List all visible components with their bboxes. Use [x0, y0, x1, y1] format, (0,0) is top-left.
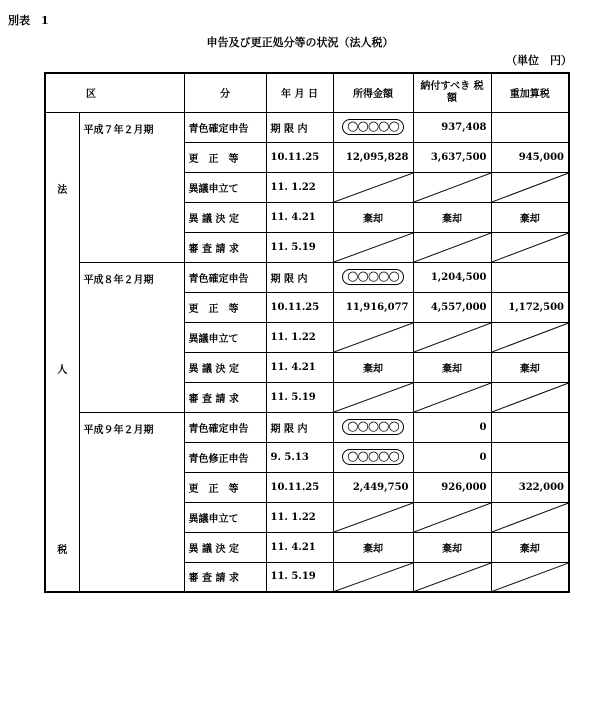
slash-line [414, 233, 491, 262]
header-date: 年 月 日 [266, 73, 333, 112]
header-income: 所得金額 [333, 73, 413, 112]
income-cell [333, 382, 413, 412]
penalty-cell: 棄却 [491, 352, 569, 382]
income-cell [333, 172, 413, 202]
procedure-cell: 異 議 決 定 [184, 202, 266, 232]
tax-cell: 棄却 [413, 202, 491, 232]
date-cell: 期 限 内 [266, 412, 333, 442]
date-cell: 11. 1.22 [266, 502, 333, 532]
tax-cell [413, 172, 491, 202]
procedure-cell: 審 査 請 求 [184, 562, 266, 592]
penalty-cell [491, 172, 569, 202]
penalty-cell [491, 442, 569, 472]
tax-cell: 1,204,500 [413, 262, 491, 292]
income-cell: 12,095,828 [333, 142, 413, 172]
date-cell: 10.11.25 [266, 142, 333, 172]
income-cell [333, 442, 413, 472]
date-cell: 11. 4.21 [266, 352, 333, 382]
procedure-cell: 異 議 決 定 [184, 532, 266, 562]
date-cell: 11. 5.19 [266, 382, 333, 412]
masked-income-value: ○○○○○ [342, 269, 404, 285]
tax-cell [413, 382, 491, 412]
slash-line [492, 383, 569, 412]
table-row [45, 412, 569, 442]
category-cell [45, 112, 79, 592]
tax-cell: 棄却 [413, 532, 491, 562]
income-cell: 2,449,750 [333, 472, 413, 502]
income-cell [333, 112, 413, 142]
penalty-cell [491, 412, 569, 442]
income-cell [333, 412, 413, 442]
slash-line [334, 323, 413, 352]
date-cell: 11. 1.22 [266, 322, 333, 352]
procedure-cell: 更 正 等 [184, 472, 266, 502]
date-cell: 10.11.25 [266, 472, 333, 502]
masked-income-value: ○○○○○ [342, 449, 404, 465]
header-ku: 区 [45, 73, 184, 112]
date-cell: 11. 5.19 [266, 232, 333, 262]
tax-cell: 937,408 [413, 112, 491, 142]
category-char: 人 [57, 364, 68, 376]
procedure-cell: 審 査 請 求 [184, 382, 266, 412]
penalty-cell [491, 262, 569, 292]
header-bun: 分 [184, 73, 266, 112]
slash-line [414, 173, 491, 202]
procedure-cell: 青色確定申告 [184, 112, 266, 142]
penalty-cell [491, 232, 569, 262]
table-header-row [45, 73, 569, 112]
slash-line [334, 563, 413, 592]
slash-line [334, 383, 413, 412]
tax-cell [413, 562, 491, 592]
slash-line [492, 563, 569, 592]
slash-line [492, 503, 569, 532]
penalty-cell: 945,000 [491, 142, 569, 172]
penalty-cell [491, 322, 569, 352]
procedure-cell: 異議申立て [184, 502, 266, 532]
date-cell: 11. 4.21 [266, 532, 333, 562]
slash-line [414, 383, 491, 412]
unit-label: （単位 円） [506, 54, 572, 67]
tax-cell [413, 322, 491, 352]
tax-cell [413, 502, 491, 532]
procedure-cell: 審 査 請 求 [184, 232, 266, 262]
income-cell: 棄却 [333, 532, 413, 562]
category-char: 税 [57, 544, 68, 556]
tax-cell: 棄却 [413, 352, 491, 382]
slash-line [492, 173, 569, 202]
penalty-cell: 322,000 [491, 472, 569, 502]
slash-line [334, 173, 413, 202]
procedure-cell: 更 正 等 [184, 292, 266, 322]
income-cell [333, 262, 413, 292]
period-cell: 平成９年２月期 [79, 412, 184, 592]
date-cell: 10.11.25 [266, 292, 333, 322]
date-cell: 11. 1.22 [266, 172, 333, 202]
tax-cell: 4,557,000 [413, 292, 491, 322]
date-cell: 期 限 内 [266, 112, 333, 142]
table-body [45, 112, 569, 592]
income-cell: 棄却 [333, 352, 413, 382]
date-cell: 11. 4.21 [266, 202, 333, 232]
status-table [44, 72, 570, 593]
slash-line [492, 233, 569, 262]
procedure-cell: 青色確定申告 [184, 262, 266, 292]
penalty-cell [491, 382, 569, 412]
slash-line [414, 503, 491, 532]
tax-cell: 926,000 [413, 472, 491, 502]
procedure-cell: 青色修正申告 [184, 442, 266, 472]
income-cell [333, 232, 413, 262]
date-cell: 11. 5.19 [266, 562, 333, 592]
penalty-cell [491, 562, 569, 592]
procedure-cell: 異議申立て [184, 172, 266, 202]
annex-label: 別表 1 [8, 14, 49, 27]
slash-line [334, 503, 413, 532]
procedure-cell: 異議申立て [184, 322, 266, 352]
document-title: 申告及び更正処分等の状況（法人税） [206, 36, 394, 49]
income-cell: 11,916,077 [333, 292, 413, 322]
tax-cell [413, 232, 491, 262]
period-cell: 平成７年２月期 [79, 112, 184, 262]
income-cell [333, 502, 413, 532]
income-cell [333, 562, 413, 592]
income-cell: 棄却 [333, 202, 413, 232]
period-cell: 平成８年２月期 [79, 262, 184, 412]
income-cell [333, 322, 413, 352]
procedure-cell: 異 議 決 定 [184, 352, 266, 382]
slash-line [334, 233, 413, 262]
header-penalty: 重加算税 [491, 73, 569, 112]
slash-line [414, 563, 491, 592]
date-cell: 9. 5.13 [266, 442, 333, 472]
tax-cell: 3,637,500 [413, 142, 491, 172]
procedure-cell: 青色確定申告 [184, 412, 266, 442]
penalty-cell: 棄却 [491, 202, 569, 232]
penalty-cell: 1,172,500 [491, 292, 569, 322]
penalty-cell [491, 112, 569, 142]
tax-cell: 0 [413, 442, 491, 472]
tax-cell: 0 [413, 412, 491, 442]
slash-line [492, 323, 569, 352]
table-row [45, 112, 569, 142]
penalty-cell [491, 502, 569, 532]
date-cell: 期 限 内 [266, 262, 333, 292]
procedure-cell: 更 正 等 [184, 142, 266, 172]
header-tax: 納付すべき 税 額 [413, 73, 491, 112]
table-row [45, 262, 569, 292]
category-char: 法 [57, 184, 68, 196]
masked-income-value: ○○○○○ [342, 119, 404, 135]
slash-line [414, 323, 491, 352]
masked-income-value: ○○○○○ [342, 419, 404, 435]
penalty-cell: 棄却 [491, 532, 569, 562]
